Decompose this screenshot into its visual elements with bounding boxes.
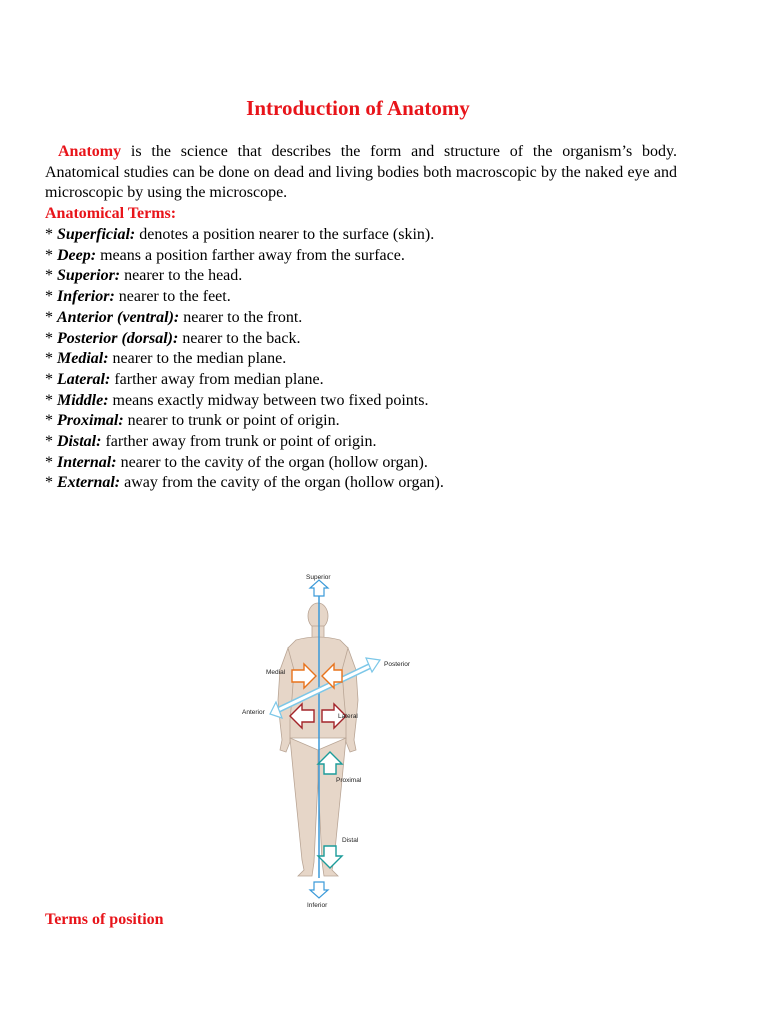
bullet: * — [45, 453, 57, 471]
term-item — [45, 225, 705, 246]
bullet: * — [45, 412, 57, 430]
body-diagram — [238, 570, 416, 912]
term-name: Lateral: — [57, 370, 111, 388]
anatomical-position-figure — [238, 570, 416, 912]
bullet: * — [45, 288, 57, 306]
term-item — [45, 329, 705, 350]
bullet: * — [45, 391, 57, 409]
label-distal: Distal — [342, 837, 359, 844]
term-definition: nearer to the front. — [179, 308, 303, 326]
bullet: * — [45, 246, 57, 264]
label-medial: Medial — [266, 669, 286, 676]
bullet: * — [45, 308, 57, 326]
label-inferior: Inferior — [307, 902, 328, 909]
term-definition: nearer to the median plane. — [108, 350, 287, 368]
bullet: * — [45, 433, 57, 451]
intro-paragraph — [45, 142, 677, 204]
label-posterior: Posterior — [384, 661, 411, 668]
term-item — [45, 266, 705, 287]
head — [308, 603, 328, 629]
term-name: Medial: — [57, 350, 109, 368]
term-name: Distal: — [57, 433, 102, 451]
term-definition: away from the cavity of the organ (hollow organ). — [120, 474, 444, 492]
medial-arrows — [266, 664, 342, 688]
term-item — [45, 391, 705, 412]
term-item — [45, 453, 705, 474]
term-definition: nearer to the cavity of the organ (hollow organ). — [116, 453, 428, 471]
bullet: * — [45, 267, 57, 285]
figure-caption: Terms of position — [45, 911, 164, 928]
intro-text: is the science that describes the form and structure of the organism’s body. Anatomical studies can be done on dead and living bodies both macroscopic by the naked eye and microscopic by using the microscope. — [45, 143, 677, 202]
term-definition: nearer to the back. — [178, 329, 301, 347]
document-title: Introduction of Anatomy — [246, 96, 470, 120]
term-item — [45, 308, 705, 329]
label-lateral: Lateral — [338, 713, 358, 720]
term-name: Superficial: — [57, 226, 136, 243]
term-name: Deep: — [57, 246, 97, 264]
section-heading: Anatomical Terms: — [45, 205, 177, 222]
term-definition: farther away from median plane. — [110, 370, 324, 388]
bullet: * — [45, 474, 57, 492]
term-item — [45, 411, 705, 432]
term-name: External: — [57, 474, 121, 492]
term-definition: nearer to trunk or point of origin. — [123, 412, 340, 430]
human-body-silhouette — [278, 603, 358, 876]
term-definition: means exactly midway between two fixed points. — [108, 391, 429, 409]
term-item — [45, 432, 705, 453]
bullet: * — [45, 370, 57, 388]
term-name: Anterior (ventral): — [57, 308, 180, 326]
label-anterior: Anterior — [242, 709, 265, 716]
term-name: Superior: — [57, 267, 121, 285]
term-definition: farther away from trunk or point of origin. — [101, 433, 377, 451]
term-item — [45, 287, 705, 308]
term-item — [45, 246, 705, 267]
intro-lead-term: Anatomy — [58, 143, 122, 160]
term-name: Internal: — [57, 453, 117, 471]
right-leg — [290, 738, 318, 876]
label-superior: Superior — [306, 574, 331, 581]
term-name: Middle: — [57, 391, 109, 409]
term-definition: nearer to the head. — [120, 267, 243, 285]
term-definition: means a position farther away from the surface. — [96, 246, 405, 264]
term-item — [45, 349, 705, 370]
terms-list — [45, 225, 705, 494]
bullet: * — [45, 226, 57, 243]
inferior-arrow — [307, 882, 328, 909]
superior-arrow — [306, 574, 331, 596]
term-definition: nearer to the feet. — [114, 288, 231, 306]
label-proximal: Proximal — [336, 777, 362, 784]
term-name: Proximal: — [57, 412, 124, 430]
bullet: * — [45, 329, 57, 347]
term-name: Posterior (dorsal): — [57, 329, 179, 347]
term-item — [45, 370, 705, 391]
bullet: * — [45, 350, 57, 368]
term-item — [45, 473, 705, 494]
term-name: Inferior: — [57, 288, 115, 306]
neck — [312, 626, 324, 638]
term-definition: denotes a position nearer to the surface (skin). — [135, 226, 435, 243]
